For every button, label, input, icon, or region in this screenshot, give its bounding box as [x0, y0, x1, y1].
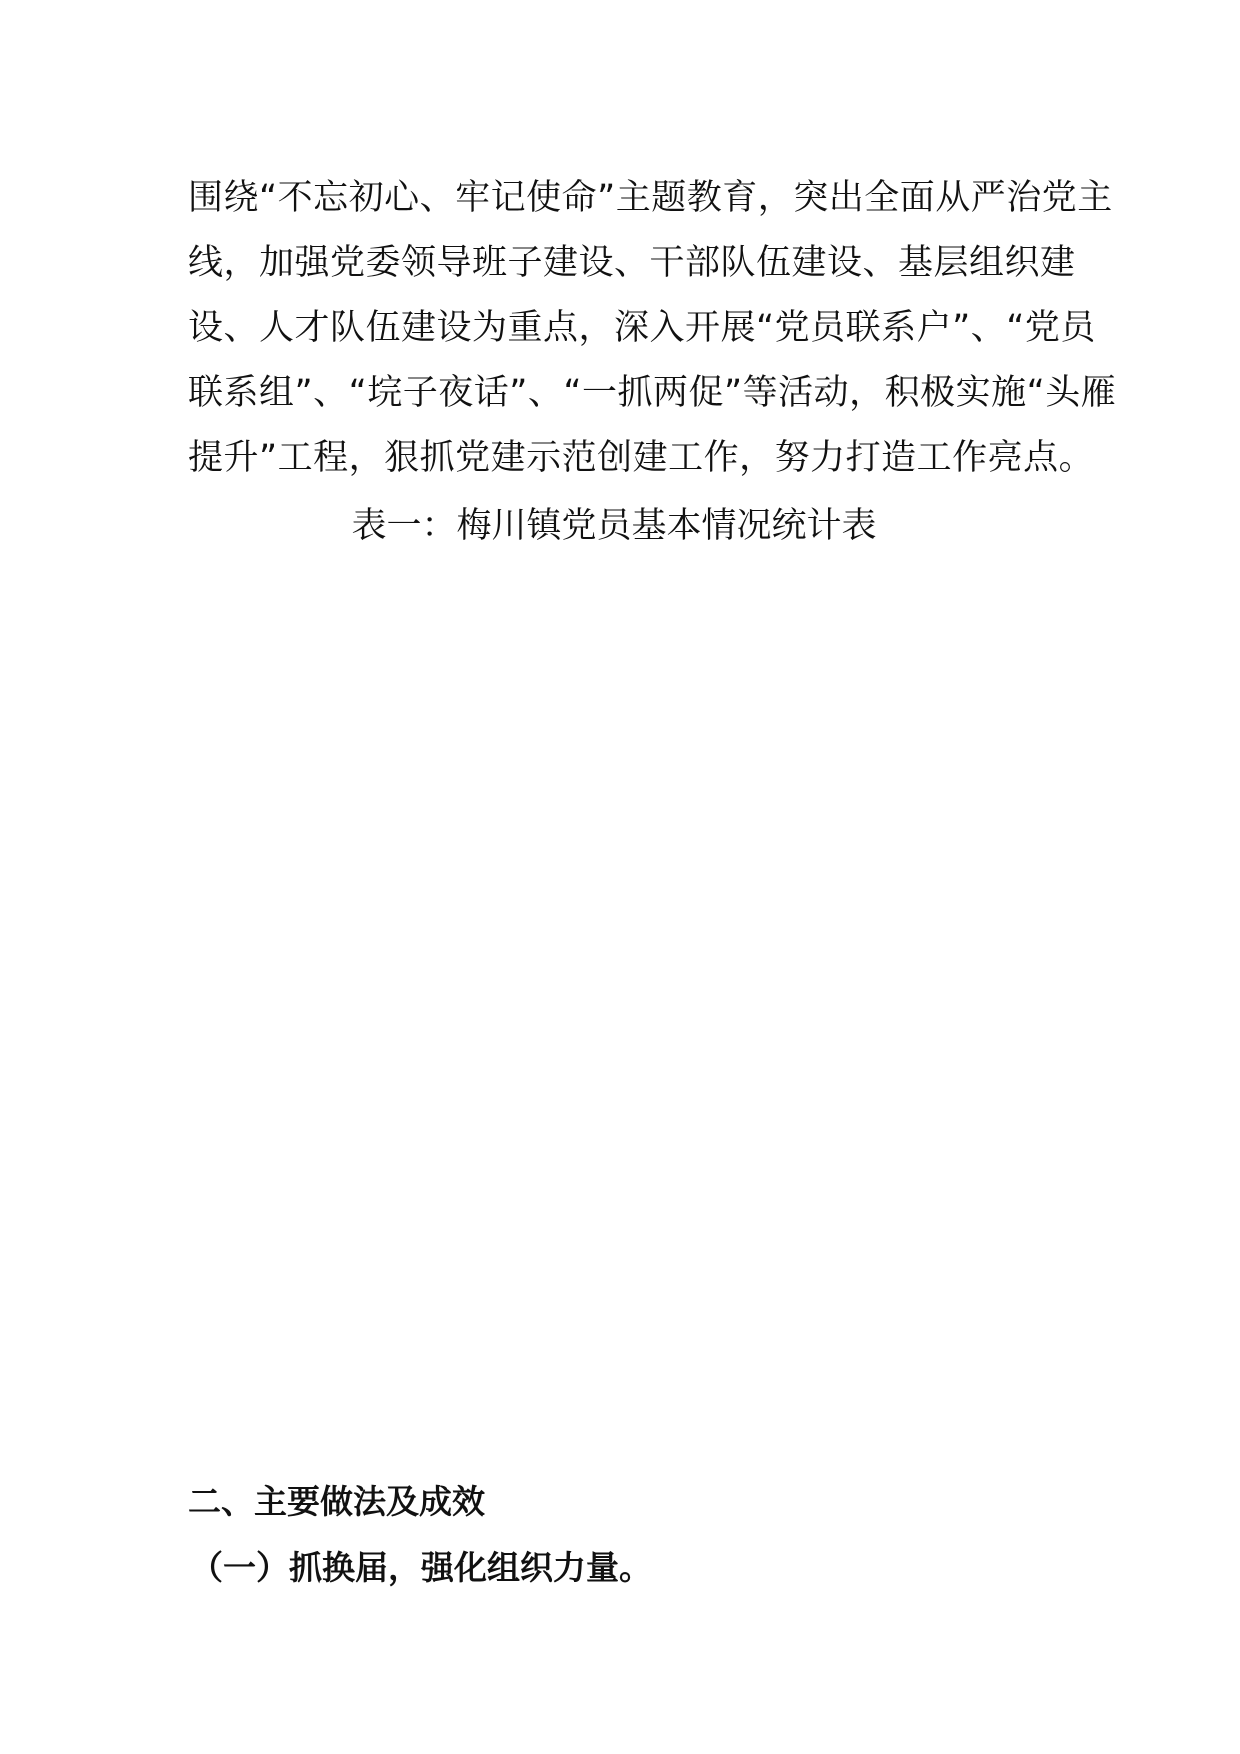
paragraph-line: 提升”工程，狠抓党建示范创建工作，努力打造工作亮点。 [188, 438, 1095, 478]
paragraph-line: 围绕“不忘初心、牢记使命”主题教育，突出全面从严治党主 [188, 178, 1113, 218]
paragraph-line: 线，加强党委领导班子建设、干部队伍建设、基层组织建 [188, 243, 1076, 283]
blank-table-area [188, 560, 1052, 1460]
section-heading: 二、主要做法及成效 [188, 1482, 485, 1521]
table-caption: 表一：梅川镇党员基本情况统计表 [351, 506, 877, 546]
paragraph-line: 设、人才队伍建设为重点，深入开展“党员联系户”、“党员 [188, 308, 1096, 348]
subsection-heading: （一）抓换届，强化组织力量。 [190, 1548, 652, 1587]
paragraph-line: 联系组”、“垸子夜话”、“一抓两促”等活动，积极实施“头雁 [188, 373, 1117, 413]
